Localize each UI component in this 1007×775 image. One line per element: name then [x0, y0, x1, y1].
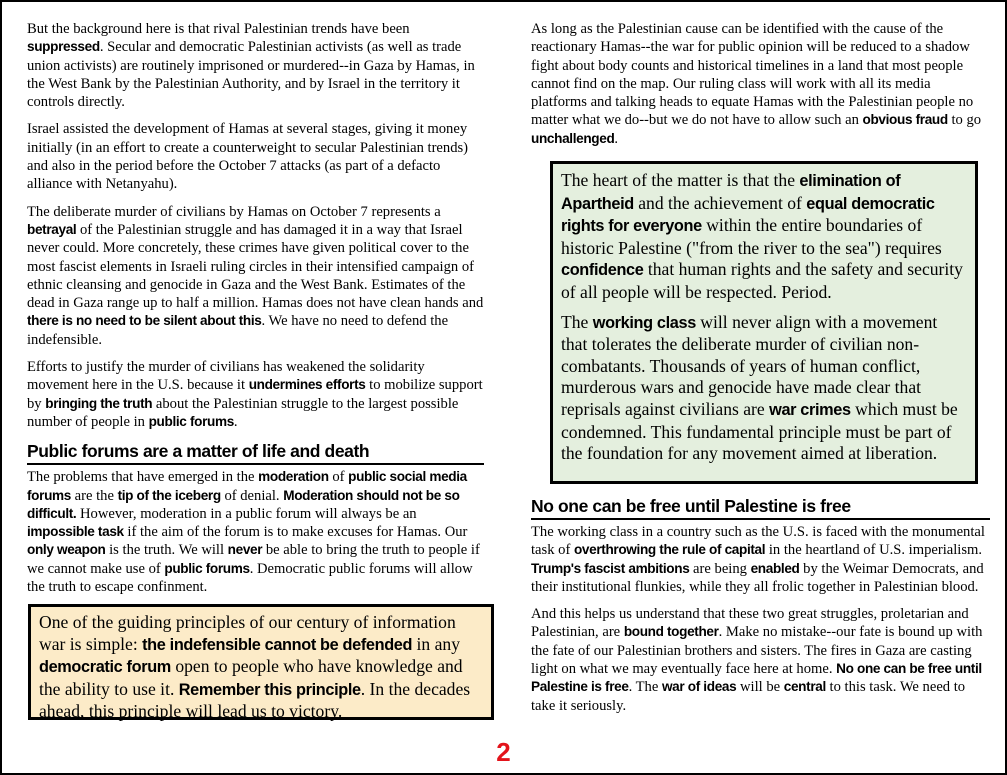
text-run: The deliberate murder of civilians by Hamas on October 7 represents a: [27, 203, 441, 220]
bold-phrase: undermines efforts: [248, 377, 366, 393]
bold-phrase: moderation: [258, 469, 329, 485]
text-run: are being: [689, 560, 751, 577]
text-run: Efforts to justify the murder of civilians has weakened the solidarity movement here in the U.S. because it: [27, 359, 425, 394]
bold-phrase: never: [227, 542, 263, 558]
text-run: Israel assisted the development of Hamas at several stages, giving it money initially (in an effort to create a counterweight to secular Palestinian trends) and also in the period before the October 7 attacks (as part of a defacto alliance with Netanyahu).: [27, 121, 469, 193]
bold-phrase: bringing the truth: [45, 395, 153, 411]
bold-phrase: tip of the iceberg: [117, 487, 221, 503]
bold-phrase: overthrowing the rule of capital: [573, 542, 766, 558]
text-run: The heart of the matter is that the: [561, 170, 800, 190]
right-column-top: [531, 20, 990, 157]
bold-phrase: public social media forums: [27, 469, 467, 503]
bold-phrase: public forums: [164, 560, 250, 576]
text-run: The working class in a country such as the U.S. is faced with the monumental task of: [531, 524, 985, 559]
text-run: of the Palestinian struggle and has damaged it in a way that Israel never could. More concretely, these crimes have given political cover to the most fascist elements in Israeli ruling circles in their intensified campaign of ethnic cleansing and genocide in Gaza and the West Bank. Estimates of the dead in Gaza range up to half a million. Hamas does not have clean hands and: [27, 221, 484, 312]
text-run: . In the decades ahead, this principle will lead us to victory.: [39, 678, 471, 722]
yellow-callout-paragraph: [39, 612, 483, 723]
bold-phrase: working class: [592, 313, 696, 332]
right-section-paragraph: [531, 605, 990, 715]
text-run: The: [561, 311, 593, 332]
left-paragraph: [27, 358, 484, 431]
text-run: be able to bring the truth to people if we cannot make use of: [27, 542, 480, 577]
text-run: to go: [947, 112, 982, 129]
green-callout-paragraph: [561, 312, 967, 465]
text-run: open to people who have knowledge and the ability to use it.: [39, 656, 463, 699]
page-number: 2: [496, 737, 511, 767]
text-run: to this task. We need to take it seriously.: [531, 679, 966, 714]
green-callout-text: [561, 170, 967, 465]
left-intro-paragraphs: [27, 20, 484, 431]
heading-public-forums: Public forums are a matter of life and death: [27, 440, 484, 465]
bold-phrase: suppressed: [27, 39, 100, 55]
bold-phrase: democratic forum: [39, 658, 171, 677]
guiding-principle-callout: [28, 604, 494, 720]
bold-phrase: obvious fraud: [862, 112, 948, 128]
bold-phrase: public forums: [148, 413, 234, 429]
text-run: And this helps us understand that these two great struggles, proletarian and Palestinian, are: [531, 606, 969, 641]
bold-phrase: Trump's fascist ambitions: [531, 560, 690, 576]
bold-phrase: the indefensible cannot be defended: [142, 635, 413, 654]
bold-phrase: Remember this principle: [178, 680, 361, 699]
text-run: The problems that have emerged in the: [27, 469, 259, 486]
right-paragraph: [531, 20, 990, 148]
text-run: in the heartland of U.S. imperialism.: [765, 542, 983, 559]
text-run: But the background here is that rival Palestinian trends have been: [27, 21, 410, 37]
text-run: will never align with a movement that tolerates the deliberate murder of civilian non-combatants. Thousands of years of human conflict, murderous wars and genocide have made clear that reprisals against civilians are: [561, 311, 938, 419]
text-run: to mobilize support by: [27, 377, 483, 412]
text-run: about the Palestinian struggle to the largest possible number of people in: [27, 395, 459, 430]
bold-phrase: No one can be free until Palestine is free: [531, 661, 982, 695]
left-paragraph: [27, 20, 484, 111]
text-run: . Make no mistake--our fate is bound up with the fate of our Palestinian brothers and sisters. The fires in Gaza are casting light on what we may eventually face here at home.: [531, 624, 983, 678]
text-run: . Secular and democratic Palestinian activists (as well as trade union activists) are routinely imprisoned or murdered--in Gaza by Hamas, in the West Bank by the Palestinian Authority, and by Israel in the territory it controls directly.: [27, 39, 475, 111]
text-run: However, moderation in a public forum will always be an: [76, 505, 417, 522]
bold-phrase: unchallenged: [531, 130, 615, 146]
bold-phrase: Moderation should not be so difficult.: [27, 487, 460, 521]
bold-phrase: bound together: [623, 624, 719, 640]
text-run: are the: [70, 487, 118, 504]
text-run: . The: [628, 679, 662, 696]
green-callout-paragraph: [561, 170, 967, 304]
text-run: and the achievement of: [633, 192, 807, 213]
text-run: by the Weimar Democrats, and their institutional flunkies, while they all frolic together in Palestinian blood.: [531, 560, 984, 595]
text-run: within the entire boundaries of historic Palestine ("from the river to the sea") requires: [561, 215, 942, 258]
text-run: if the aim of the forum is to make excuses for Hamas. Our: [123, 524, 468, 541]
bold-phrase: elimination of Apartheid: [561, 172, 901, 213]
right-section-paragraphs: [531, 523, 990, 715]
yellow-callout-text: [39, 612, 483, 723]
text-run: .: [614, 130, 619, 147]
left-paragraph: [27, 203, 484, 349]
heading-palestine-free: No one can be free until Palestine is free: [531, 495, 990, 520]
right-section-paragraph: [531, 523, 990, 596]
text-run: which must be condemned. This fundamental principle must be part of the foundation for any movement aimed at liberation.: [561, 398, 958, 464]
text-run: . We have no need to defend the indefensible.: [27, 313, 449, 348]
text-run: . Democratic public forums will allow the truth to escape confinment.: [27, 560, 473, 596]
text-run: .: [233, 413, 238, 430]
left-column: [27, 20, 484, 605]
bold-phrase: war crimes: [769, 400, 851, 419]
text-run: that human rights and the safety and security of all people will be respected. Period.: [561, 259, 963, 302]
right-intro-paragraphs: [531, 20, 990, 148]
text-run: of denial.: [220, 487, 284, 504]
bold-phrase: enabled: [750, 560, 800, 576]
bold-phrase: only weapon: [27, 542, 106, 558]
text-run: in any: [412, 633, 460, 654]
text-run: of: [328, 469, 349, 486]
bold-phrase: equal democratic rights for everyone: [561, 194, 935, 236]
left-section-paragraphs: [27, 468, 484, 596]
bold-phrase: confidence: [561, 261, 644, 280]
right-column-bottom: [531, 495, 990, 724]
bold-phrase: impossible task: [27, 524, 124, 540]
left-section-paragraph: [27, 468, 484, 596]
text-run: As long as the Palestinian cause can be identified with the cause of the reactionary Hamas--the war for public opinion will be reduced to a shadow fight about body counts and historical timelines in a land that most people cannot find on the map. Our ruling class will work with all its media platforms and talking heads to equate Hamas with the Palestinian people no matter what we do--but we do not have to allow such an: [531, 21, 974, 129]
bold-phrase: central: [783, 679, 826, 695]
bold-phrase: betrayal: [27, 221, 77, 237]
bold-phrase: war of ideas: [661, 679, 737, 695]
text-run: One of the guiding principles of our century of information war is simple:: [39, 612, 456, 654]
bold-phrase: there is no need to be silent about this: [27, 313, 262, 329]
left-paragraph: [27, 120, 484, 193]
heart-of-matter-callout: [550, 161, 978, 484]
text-run: is the truth. We will: [105, 542, 228, 559]
text-run: will be: [736, 679, 784, 696]
